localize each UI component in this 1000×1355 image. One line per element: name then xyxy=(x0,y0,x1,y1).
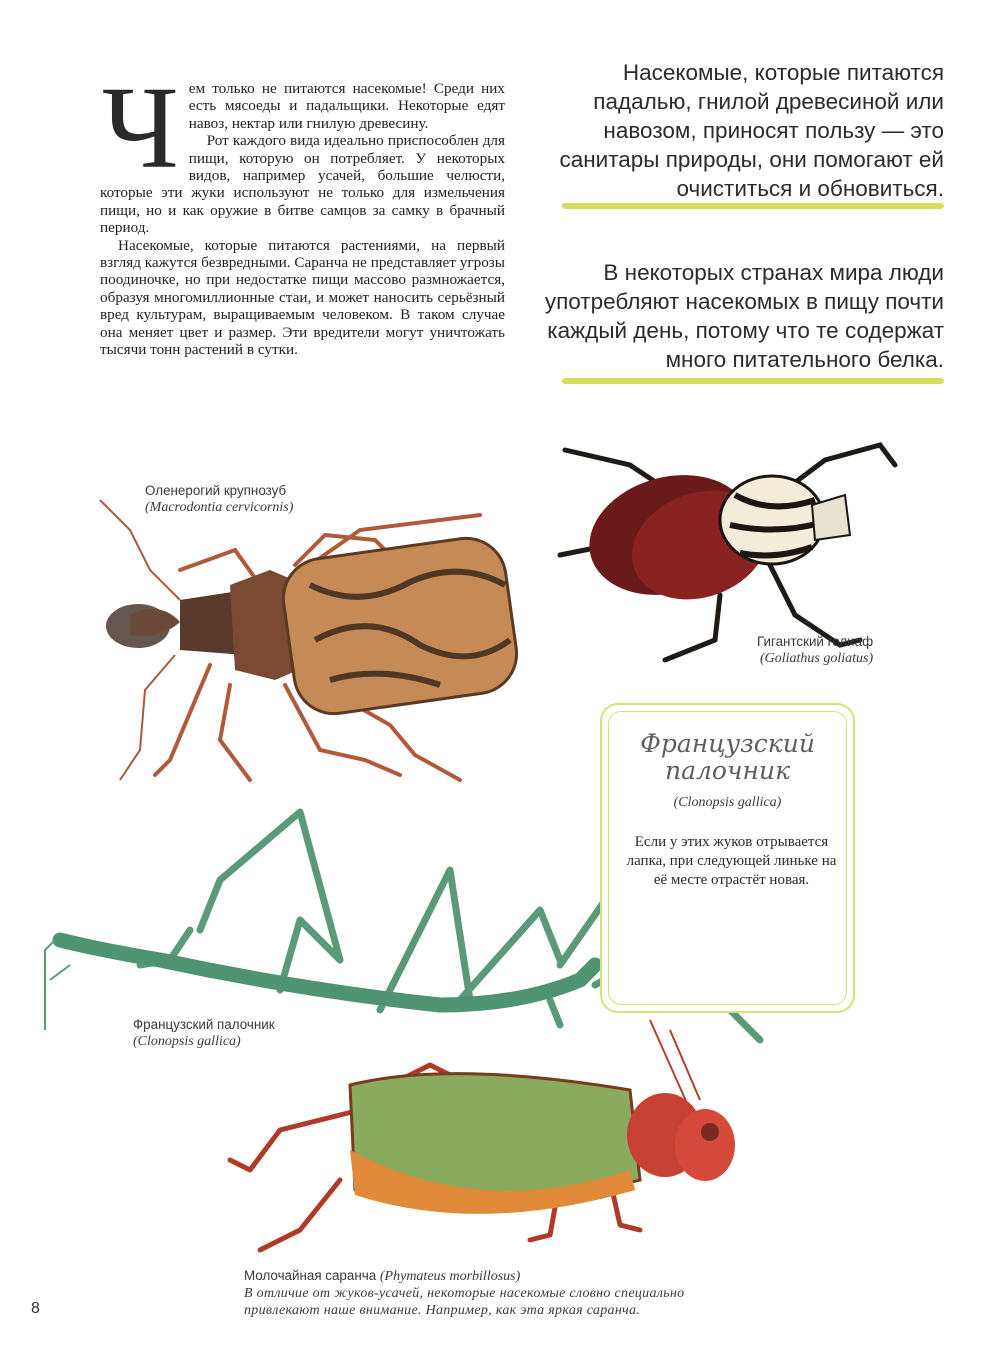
intro-text xyxy=(100,62,505,359)
caption-latin: (Phymateus morbillosus) xyxy=(379,1269,521,1284)
sidebar-title-line-1: Французский xyxy=(640,729,815,758)
caption-latin: (Goliathus goliatus) xyxy=(759,651,874,666)
caption-locust xyxy=(244,1267,804,1319)
caption-name: Оленерогий крупнозуб xyxy=(145,483,287,498)
sidebar-title-line-2: палочник xyxy=(664,756,791,785)
caption-stick-insect xyxy=(133,1016,275,1050)
caption-description-line-1: В отличие от жуков-усачей, некоторые насекомые словно специально xyxy=(244,1286,685,1301)
intro-paragraph-1: ем только не питаются насекомые! Среди них есть мясоеды и падальщики. Некоторые едят навоз, нектар или гнилую древесину. xyxy=(188,80,505,132)
sidebar-text: Если у этих жуков отрывается лапка, при следующей линьке на её месте отрастёт новая. xyxy=(626,834,837,888)
highlight-stroke xyxy=(562,378,944,384)
caption-name: Молочайная саранча xyxy=(244,1268,377,1283)
caption-description-line-2: привлекают наше внимание. Например, как эта яркая саранча. xyxy=(244,1303,641,1318)
drop-cap: Ч xyxy=(102,62,179,193)
sidebar-title xyxy=(602,730,853,784)
caption-macrodontia xyxy=(145,482,293,516)
page-number: 8 xyxy=(31,1300,40,1317)
caption-goliathus xyxy=(757,633,873,667)
sidebar-box xyxy=(600,703,855,1013)
intro-paragraph-2: Рот каждого вида идеально приспособлен для пищи, которую он потребляет. У некоторых видов, например усачей, большие челюсти, которые эти жуки используют не только для измельчения пищи, но и как оружие в битве самцов за самку в брачный период. xyxy=(100,132,505,237)
caption-name: Французский палочник xyxy=(133,1017,275,1032)
intro-paragraph-3: Насекомые, которые питаются растениями, на первый взгляд кажутся безвредными. Саранча не представляет угрозы поодиночке, но при недостатке пищи массово размножается, образуя многомиллионные стаи, и может наносить серьёзный вред культурам, выращиваемым человеком. В таком случае она меняет цвет и размер. Эти вредители могут уничтожать тысячи тонн растений в сутки. xyxy=(100,236,505,359)
fact-edible-insects: В некоторых странах мира люди употребляют насекомых в пищу почти каждый день, потому что те содержат много питательного белка. xyxy=(544,260,944,372)
locust-illustration xyxy=(230,1020,750,1260)
highlight-stroke xyxy=(562,203,944,209)
caption-name: Гигантский голиаф xyxy=(757,634,874,649)
sidebar-latin: (Clonopsis gallica) xyxy=(673,795,782,810)
caption-latin: (Macrodontia cervicornis) xyxy=(145,500,294,515)
caption-latin: (Clonopsis gallica) xyxy=(133,1034,241,1049)
fact-scavengers: Насекомые, которые питаются падалью, гнилой древесиной или навозом, приносят пользу — это санитары природы, они помогают ей очиститься и обновиться. xyxy=(559,60,944,201)
macrodontia-beetle-illustration xyxy=(60,490,540,800)
